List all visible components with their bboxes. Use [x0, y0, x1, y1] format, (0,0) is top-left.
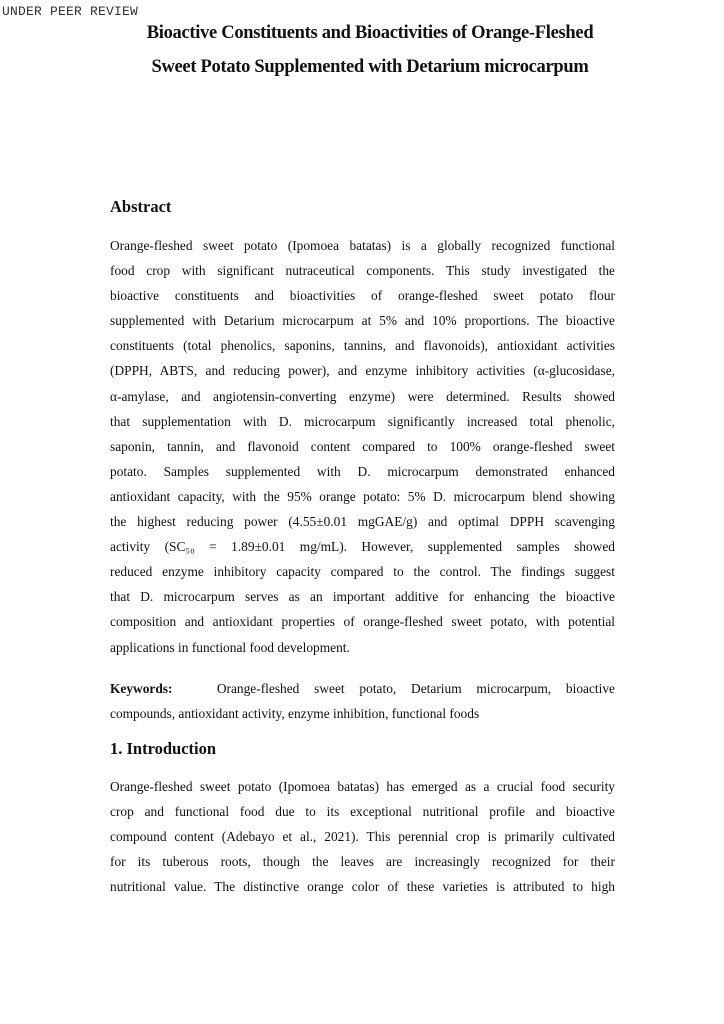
keywords-line-2: compounds, antioxidant activity, enzyme inhibition, functional foods	[110, 706, 480, 722]
paper-title-line-2: Sweet Potato Supplemented with Detarium microcarpum	[151, 57, 589, 77]
abstract-paragraph	[110, 233, 615, 660]
paper-title-line-1: Bioactive Constituents and Bioactivities of Orange-Fleshed	[146, 23, 594, 43]
introduction-line: compound content (Adebayo et al., 2021). This perennial crop is primarily cultivated	[110, 829, 615, 845]
abstract-line: activity (SC₅₀ = 1.89±0.01 mg/mL). However, supplemented samples showed	[110, 539, 615, 555]
abstract-line: potato. Samples supplemented with D. microcarpum demonstrated enhanced	[110, 463, 615, 479]
abstract-line: bioactive constituents and bioactivities of orange-fleshed sweet potato flour	[110, 288, 615, 304]
abstract-line: antioxidant capacity, with the 95% orange potato: 5% D. microcarpum blend showing	[110, 488, 615, 504]
abstract-line: food crop with significant nutraceutical components. This study investigated the	[110, 263, 615, 279]
abstract-line: the highest reducing power (4.55±0.01 mgGAE/g) and optimal DPPH scavenging	[110, 514, 615, 530]
abstract-line: saponin, tannin, and flavonoid content compared to 100% orange-fleshed sweet	[110, 438, 615, 454]
peer-review-watermark: UNDER PEER REVIEW	[2, 4, 139, 19]
abstract-line: Orange-fleshed sweet potato (Ipomoea batatas) is a globally recognized functional	[110, 238, 615, 253]
abstract-line: that supplementation with D. microcarpum significantly increased total phenolic,	[110, 413, 615, 429]
abstract-line: (DPPH, ABTS, and reducing power), and enzyme inhibitory activities (α-glucosidase,	[110, 363, 615, 379]
abstract-line: reduced enzyme inhibitory capacity compared to the control. The findings suggest	[110, 564, 615, 580]
abstract-heading: Abstract	[110, 197, 172, 216]
abstract-line: constituents (total phenolics, saponins, tannins, and flavonoids), antioxidant activities	[110, 338, 615, 354]
introduction-line: nutritional value. The distinctive orange color of these varieties is attributed to high	[110, 879, 615, 895]
abstract-line: applications in functional food development.	[110, 639, 350, 655]
keywords-line-1	[110, 676, 615, 701]
introduction-line: for its tuberous roots, though the leaves are increasingly recognized for their	[110, 854, 615, 870]
abstract-line: α-amylase, and angiotensin-converting enzyme) were determined. Results showed	[110, 388, 615, 404]
abstract-line: composition and antioxidant properties of orange-fleshed sweet potato, with potential	[110, 614, 615, 630]
keywords-text-1: Orange-fleshed sweet potato, Detarium microcarpum, bioactive	[216, 681, 615, 696]
introduction-heading: 1. Introduction	[110, 739, 217, 758]
abstract-line: supplemented with Detarium microcarpum at 5% and 10% proportions. The bioactive	[110, 313, 615, 329]
keywords-label: Keywords:	[110, 681, 173, 696]
paper-title	[110, 16, 630, 84]
introduction-line: Orange-fleshed sweet potato (Ipomoea batatas) has emerged as a crucial food security	[110, 779, 615, 794]
abstract-line: that D. microcarpum serves as an important additive for enhancing the bioactive	[110, 589, 615, 605]
introduction-line: crop and functional food due to its exceptional nutritional profile and bioactive	[110, 804, 615, 820]
introduction-paragraph	[110, 774, 615, 899]
keywords-paragraph	[110, 676, 615, 726]
